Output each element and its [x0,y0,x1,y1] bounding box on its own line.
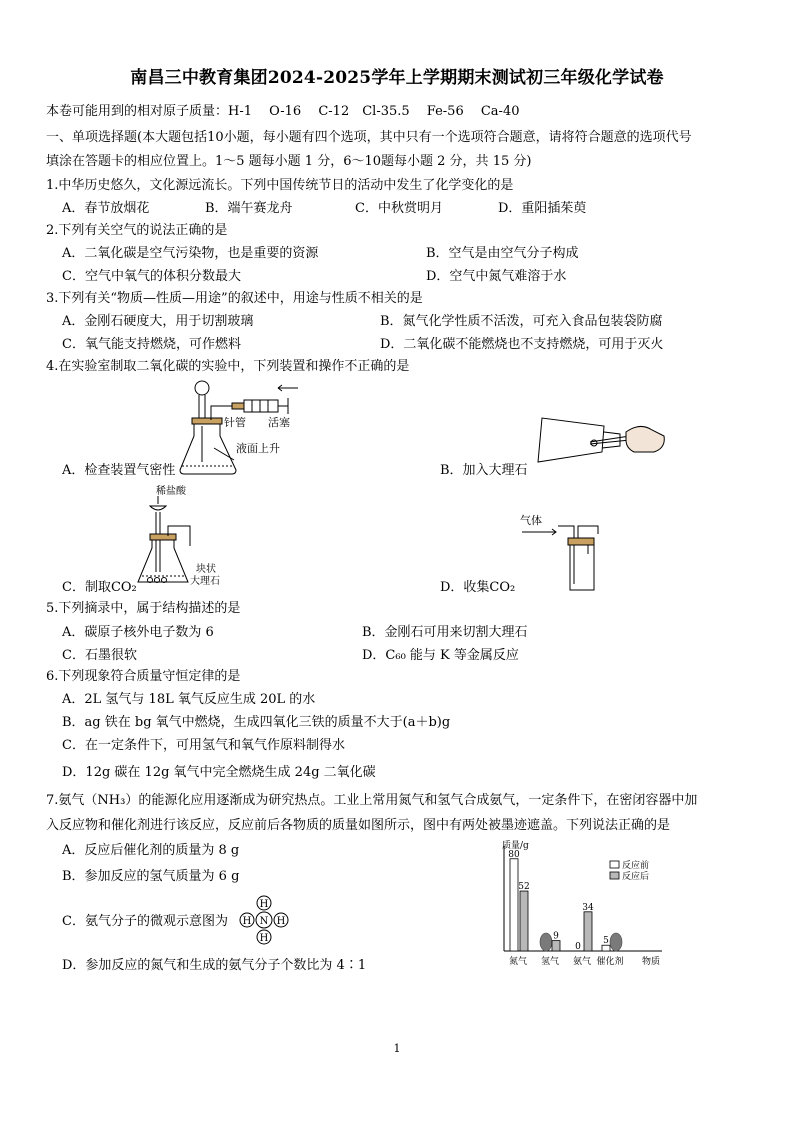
figure-airtightness-check [170,378,310,478]
page-title: 南昌三中教育集团2024-2025学年上学期期末测试初三年级化学试卷 [130,68,664,88]
question-1-stem: 1.中华历史悠久，文化源远流长。下列中国传统节日的活动中发生了化学变化的是 [46,178,514,193]
data-label-反应前-3: 5 [603,936,609,947]
question-7-stem-2: 入反应物和催化剂进行该反应，反应前后各物质的质量如图所示，图中有两处被墨迹遮盖。下列说法正确的是 [46,818,671,833]
q5-option-b: B．金刚石可用来切割大理石 [362,625,528,640]
legend-swatch-1 [610,872,619,879]
q6-option-c: C．在一定条件下，可用氢气和氧气作原料制得水 [62,738,345,753]
category-label-0: 氮气 [508,957,528,967]
data-label-反应前-0: 80 [508,849,520,860]
q1-option-c: C．中秋赏明月 [355,201,443,216]
q3-option-c: C．氧气能支持燃烧，可作燃料 [62,337,241,352]
q6-option-b: B．ag 铁在 bg 氧气中燃烧，生成四氧化三铁的质量不大于(a＋b)g [62,715,451,730]
q5-option-d: D．C₆₀ 能与 K 等金属反应 [362,648,519,663]
q1-option-a: A．春节放烟花 [62,201,150,216]
label-gas: 气体 [520,514,542,527]
q4-option-a: A．检查装置气密性 [62,463,176,478]
bar-反应后-1 [552,941,560,951]
question-7-stem-1: 7.氨气（NH₃）的能源化应用逐渐成为研究热点。工业上常用氮气和氢气合成氨气，一定条件下，在密闭容器中加 [46,793,698,808]
data-label-反应后-0: 52 [518,882,530,893]
ink-blot-1 [540,933,552,951]
q7-option-c: C．氨气分子的微观示意图为 [62,914,228,929]
atom-h-left: H [242,916,252,927]
q2-option-a: A．二氧化碳是空气污染物，也是重要的资源 [62,246,319,261]
label-lump: 块状 [196,564,216,575]
data-label-反应后-1: 9 [553,931,559,942]
q7-option-b: B．参加反应的氢气质量为 6 g [62,869,240,884]
ammonia-molecule-diagram [236,893,294,947]
q7-option-d: D．参加反应的氮气和生成的氨气分子个数比为 4∶1 [62,958,367,973]
mass-bar-chart [490,838,670,970]
q4-option-d: D．收集CO₂ [440,580,516,595]
legend-label-0: 反应前 [622,861,650,871]
section-instructions-1: 一、单项选择题(本大题包括10小题，每小题有四个选项，其中只有一个选项符合题意，请将符合题意的选项代号 [46,130,692,145]
q2-option-b: B．空气是由空气分子构成 [426,246,579,261]
category-label-3: 催化剂 [596,957,624,967]
section-instructions-2: 填涂在答题卡的相应位置上。1～5 题每小题 1 分，6～10题每小题 2 分，共 15 分) [46,154,532,169]
question-2-stem: 2.下列有关空气的说法正确的是 [46,223,228,238]
figure-gas-collection [512,510,612,594]
q6-option-a: A．2L 氢气与 18L 氧气反应生成 20L 的水 [62,692,316,707]
q5-option-c: C．石墨很软 [62,648,137,663]
category-label-1: 氢气 [540,957,560,967]
q3-option-a: A．金刚石硬度大，用于切割玻璃 [62,314,254,329]
question-6-stem: 6.下列现象符合质量守恒定律的是 [46,669,241,684]
q6-option-d: D．12g 碳在 12g 氧气中完全燃烧生成 24g 二氧化碳 [62,765,376,780]
atomic-masses-line: 本卷可能用到的相对原子质量：H-1 O-16 C-12 Cl-35.5 Fe-56 Ca-40 [46,104,520,119]
q3-option-b: B．氮气化学性质不活泼，可充入食品包装袋防腐 [380,314,663,329]
atom-h-top: H [259,899,269,910]
q2-option-c: C．空气中氧气的体积分数最大 [62,269,241,284]
x-axis-label: 物质 [642,957,661,967]
q4-option-c: C．制取CO₂ [62,580,137,595]
atom-h-right: H [276,916,286,927]
atom-n: N [259,916,269,927]
question-5-stem: 5.下列摘录中，属于结构描述的是 [46,601,241,616]
q3-option-d: D．二氧化碳不能燃烧也不支持燃烧，可用于灭火 [380,337,664,352]
bar-反应后-2 [584,912,592,951]
question-3-stem: 3.下列有关“物质—性质—用途”的叙述中，用途与性质不相关的是 [46,291,423,306]
category-label-2: 氨气 [572,957,592,967]
q5-option-a: A．碳原子核外电子数为 6 [62,625,214,640]
data-label-反应后-2: 34 [582,902,594,913]
label-dilute-hcl: 稀盐酸 [156,486,186,497]
atom-h-bottom: H [259,933,269,944]
q7-option-a: A．反应后催化剂的质量为 8 g [62,843,240,858]
figure-co2-generator [130,482,240,590]
y-axis-label: 质量/g [502,841,529,851]
figure-add-marble [530,412,670,468]
question-4-stem: 4.在实验室制取二氧化碳的实验中，下列装置和操作不正确的是 [46,359,410,374]
label-plunger: 活塞 [268,416,290,429]
label-needle: 针管 [224,416,246,429]
q1-option-d: D．重阳插茱萸 [498,201,587,216]
label-marble: 大理石 [190,576,220,587]
ink-blot-3 [610,933,622,951]
q1-option-b: B．端午赛龙舟 [205,201,293,216]
q4-option-b: B．加入大理石 [440,463,528,478]
bar-反应前-0 [510,859,518,951]
q2-option-d: D．空气中氮气难溶于水 [426,269,567,284]
data-label-反应前-2: 0 [575,942,581,952]
legend-label-1: 反应后 [622,872,650,882]
bar-反应后-0 [520,891,528,951]
legend-swatch-0 [610,861,619,868]
label-liquid-rise: 液面上升 [236,442,280,455]
page-number: 1 [393,1042,401,1055]
